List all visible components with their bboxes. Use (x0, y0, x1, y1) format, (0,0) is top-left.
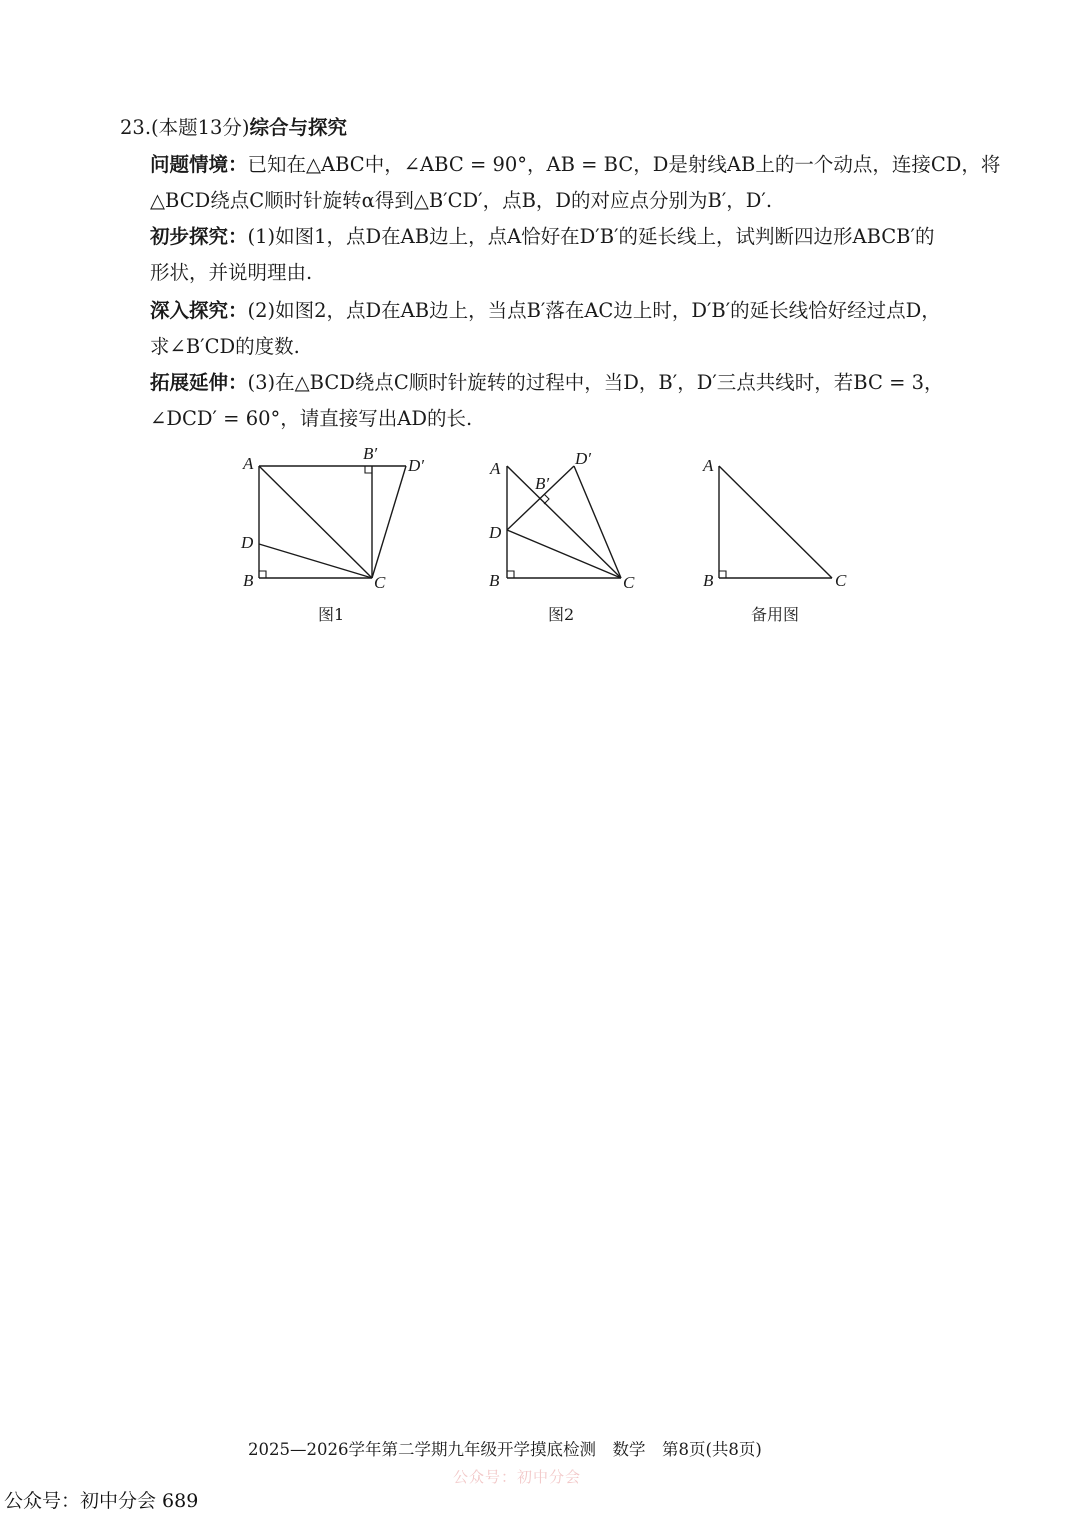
geometry-figures (0, 0, 1080, 640)
part3-label: 拓展延伸： (150, 371, 248, 394)
figure-1 (259, 466, 406, 578)
problem-title: 综合与探究 (249, 116, 348, 139)
fig1-label-b: B (243, 571, 254, 590)
fig1-label-c: C (374, 573, 386, 592)
fig3-segment-ac (719, 466, 832, 578)
fig2-right-angle-b-prime (544, 494, 549, 504)
fig3-label-b: B (703, 571, 714, 590)
fig1-label-d-prime: D′ (408, 456, 424, 475)
part2-text-1: (2)如图2，点D在AB边上，当点B′落在AC边上时，D′B′的延长线恰好经过点D， (247, 299, 941, 322)
part1-text-2: 形状，并说明理由. (150, 261, 313, 284)
fig2-label-c: C (623, 573, 635, 592)
figure-2 (507, 466, 621, 578)
fig1-label-a: A (243, 454, 254, 473)
fig1-segment-d-prime-c (372, 466, 406, 578)
watermark: 公众号：初中分会 (453, 1468, 582, 1486)
fig2-segment-ac (507, 466, 621, 578)
page-footer: 2025—2026学年第二学期九年级开学摸底检测 数学 第8页(共8页) (248, 1440, 762, 1459)
part1-label: 初步探究： (150, 225, 248, 248)
corner-label: 公众号：初中分会 689 (4, 1490, 199, 1512)
fig2-label-d: D (489, 523, 502, 542)
situation-text-2: △BCD绕点C顺时针旋转α得到△B′CD′，点B，D的对应点分别为B′，D′. (150, 189, 773, 212)
fig3-label-c: C (835, 571, 847, 590)
fig3-caption: 备用图 (751, 605, 800, 624)
fig1-right-angle-b-prime (365, 466, 372, 473)
fig1-label-d: D (241, 533, 254, 552)
part1-text-1: (1)如图1，点D在AB边上，点A恰好在D′B′的延长线上，试判断四边形ABCB′的 (247, 225, 935, 248)
fig2-label-d-prime: D′ (575, 449, 591, 468)
fig3-right-angle-b (719, 571, 726, 578)
fig2-label-b-prime: B′ (535, 474, 550, 493)
fig2-label-a: A (490, 459, 501, 478)
fig3-label-a: A (703, 456, 714, 475)
part2-label: 深入探究： (150, 299, 248, 322)
fig1-right-angle-b (259, 571, 266, 578)
fig1-caption: 图1 (318, 605, 345, 624)
problem-score: (本题13分) (151, 116, 250, 139)
fig2-right-angle-b (507, 571, 514, 578)
part2-text-2: 求∠B′CD的度数. (150, 335, 300, 358)
situation-text-1: 已知在△ABC中，∠ABC = 90°，AB = BC，D是射线AB上的一个动点，连接CD，将 (247, 153, 1001, 176)
fig1-label-b-prime: B′ (363, 444, 378, 463)
problem-number: 23. (120, 116, 152, 139)
fig2-label-b: B (489, 571, 500, 590)
part3-text-1: (3)在△BCD绕点C顺时针旋转的过程中，当D，B′，D′三点共线时，若BC = 3， (247, 371, 944, 394)
fig2-caption: 图2 (548, 605, 575, 624)
situation-label: 问题情境： (150, 153, 248, 176)
part3-text-2: ∠DCD′ = 60°，请直接写出AD的长. (150, 407, 473, 430)
figure-3 (719, 466, 832, 578)
